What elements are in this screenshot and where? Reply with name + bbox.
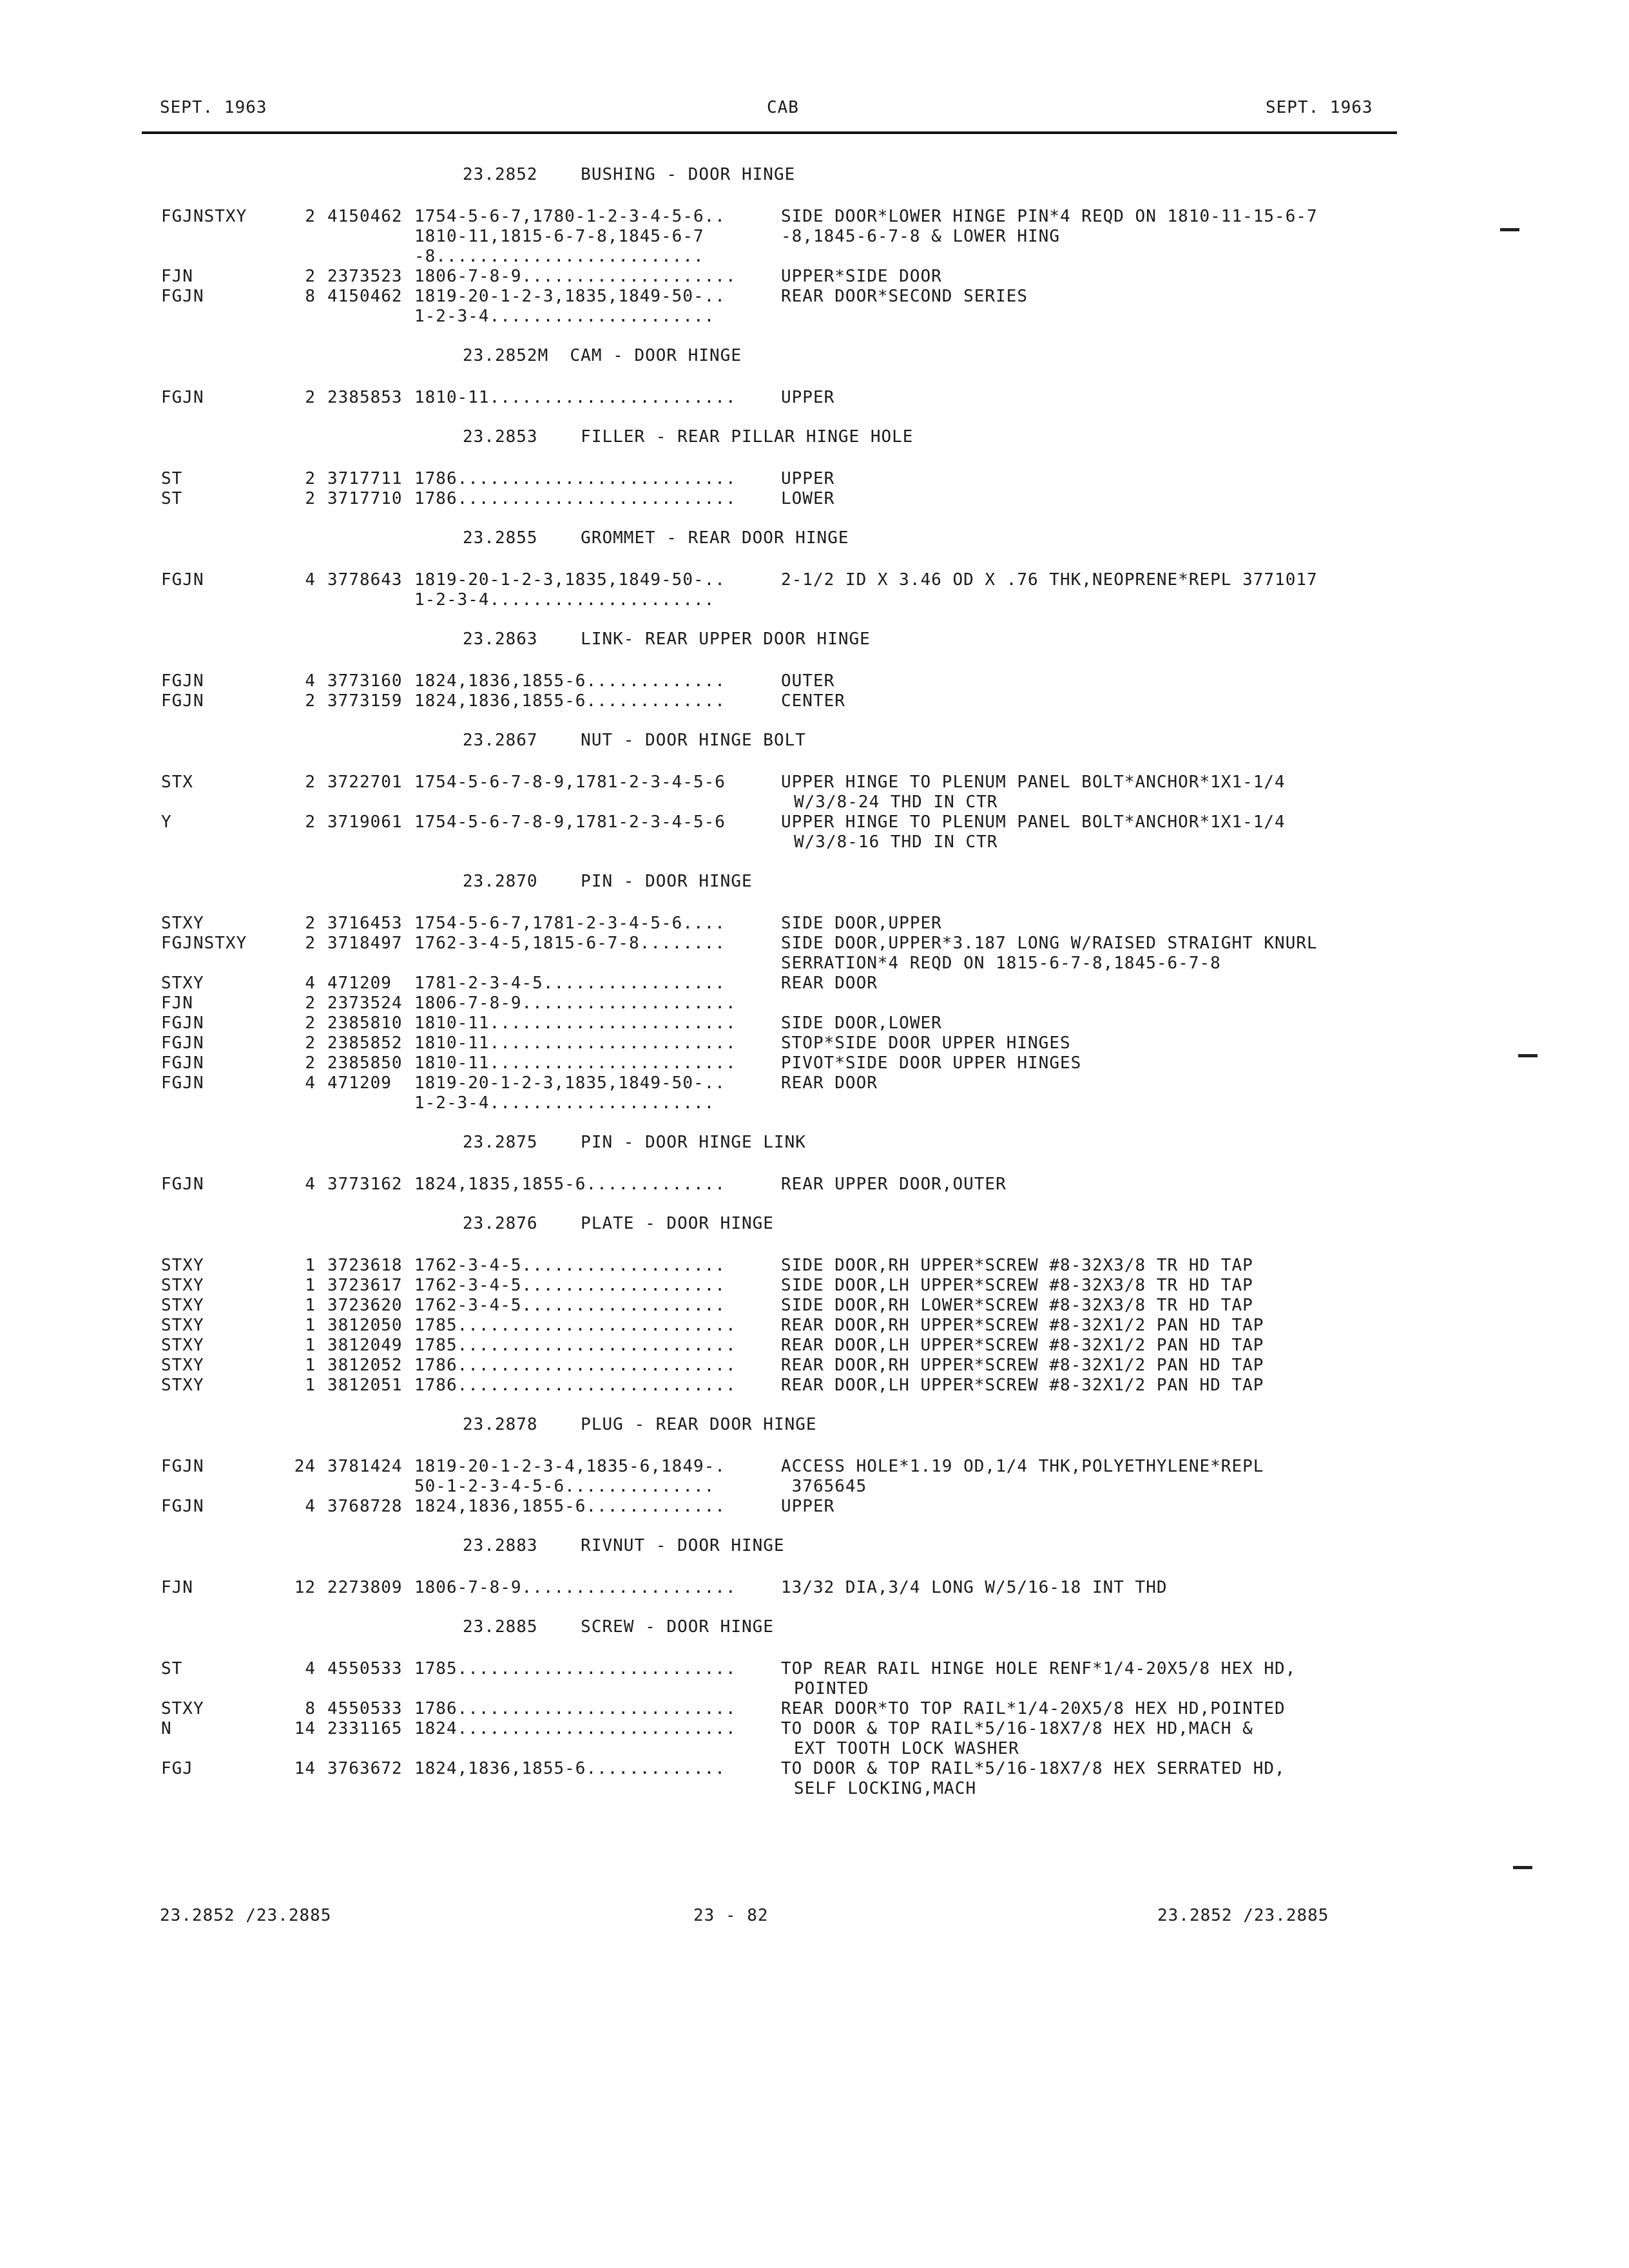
part-number: 3718497 <box>327 934 403 953</box>
model-years: 1810-11....................... <box>414 1014 737 1033</box>
quantity: 2 <box>305 691 316 711</box>
part-number: 3723617 <box>327 1276 403 1295</box>
quantity: 14 <box>294 1719 316 1738</box>
model-years: 1824,1836,1855-6............. <box>414 1497 726 1516</box>
part-row <box>0 1033 1629 1053</box>
model-code: STXY <box>161 1336 204 1355</box>
quantity: 4 <box>305 1073 316 1093</box>
section-title: 23.2853 FILLER - REAR PILLAR HINGE HOLE <box>463 427 914 447</box>
quantity: 1 <box>305 1256 316 1275</box>
part-description: SIDE DOOR*LOWER HINGE PIN*4 REQD ON 1810-11-15-6-7 <box>781 207 1318 226</box>
header-date-right: SEPT. 1963 <box>1266 98 1373 117</box>
part-number: 3773162 <box>327 1175 403 1194</box>
part-row <box>0 1336 1629 1356</box>
model-code: FJN <box>161 994 193 1013</box>
model-code: FGJN <box>161 1053 204 1073</box>
part-number: 3719061 <box>327 812 403 832</box>
part-number: 3717710 <box>327 489 403 508</box>
part-row <box>0 974 1629 994</box>
model-years: 1806-7-8-9.................... <box>414 1578 737 1597</box>
part-row <box>0 469 1629 489</box>
part-description: SIDE DOOR,RH UPPER*SCREW #8-32X3/8 TR HD TAP <box>781 1256 1253 1275</box>
part-row <box>0 1457 1629 1477</box>
part-row <box>0 247 1629 267</box>
model-code: FGJN <box>161 1073 204 1093</box>
model-code: STX <box>161 773 193 792</box>
model-code: STXY <box>161 1356 204 1375</box>
part-row <box>0 914 1629 934</box>
model-years: 1786.......................... <box>414 1376 737 1395</box>
part-row <box>0 1296 1629 1316</box>
part-row <box>0 207 1629 227</box>
model-years: 1810-11....................... <box>414 388 737 407</box>
section-title: 23.2885 SCREW - DOOR HINGE <box>463 1617 774 1637</box>
section-title: 23.2863 LINK- REAR UPPER DOOR HINGE <box>463 629 871 649</box>
part-description: REAR DOOR*TO TOP RAIL*1/4-20X5/8 HEX HD,POINTED <box>781 1699 1286 1718</box>
part-row <box>0 570 1629 590</box>
section-title: 23.2883 RIVNUT - DOOR HINGE <box>463 1536 785 1555</box>
part-number: 3716453 <box>327 914 403 933</box>
part-row <box>0 1659 1629 1679</box>
model-code: FGJN <box>161 1457 204 1476</box>
quantity: 1 <box>305 1356 316 1375</box>
model-code: STXY <box>161 1316 204 1335</box>
model-years: 1810-11....................... <box>414 1053 737 1073</box>
part-number: 3812052 <box>327 1356 403 1375</box>
part-description: -8,1845-6-7-8 & LOWER HING <box>781 227 1060 246</box>
quantity: 2 <box>305 1014 316 1033</box>
model-years: 1762-3-4-5................... <box>414 1276 726 1295</box>
part-row <box>0 934 1629 954</box>
part-description: W/3/8-24 THD IN CTR <box>794 793 998 812</box>
quantity: 2 <box>305 207 316 226</box>
part-description: LOWER <box>781 489 835 508</box>
quantity: 4 <box>305 1497 316 1516</box>
part-number: 2385810 <box>327 1014 403 1033</box>
part-description: REAR DOOR <box>781 1073 878 1093</box>
model-code: FJN <box>161 1578 193 1597</box>
model-code: Y <box>161 812 172 832</box>
model-years: 1819-20-1-2-3,1835,1849-50-.. <box>414 1073 726 1093</box>
part-number: 471209 <box>327 974 392 993</box>
model-years: 1-2-3-4..................... <box>414 1093 715 1113</box>
part-row <box>0 1699 1629 1719</box>
part-row <box>0 489 1629 509</box>
part-row <box>0 227 1629 247</box>
part-row <box>0 388 1629 408</box>
quantity: 12 <box>294 1578 316 1597</box>
model-years: 50-1-2-3-4-5-6.............. <box>414 1477 715 1496</box>
part-number: 3781424 <box>327 1457 403 1476</box>
part-description: UPPER <box>781 1497 835 1516</box>
part-row <box>0 1739 1629 1759</box>
model-years: 1819-20-1-2-3,1835,1849-50-.. <box>414 570 726 590</box>
quantity: 2 <box>305 914 316 933</box>
model-code: FGJN <box>161 570 204 590</box>
part-number: 2385852 <box>327 1033 403 1053</box>
quantity: 8 <box>305 287 316 306</box>
part-row <box>0 671 1629 691</box>
part-row <box>0 1477 1629 1497</box>
part-row <box>0 1719 1629 1739</box>
part-description: SIDE DOOR,UPPER <box>781 914 942 933</box>
model-code: FGJN <box>161 287 204 306</box>
part-description: REAR DOOR <box>781 974 878 993</box>
part-description: 2-1/2 ID X 3.46 OD X .76 THK,NEOPRENE*REPL 3771017 <box>781 570 1318 590</box>
model-years: 1781-2-3-4-5................. <box>414 974 726 993</box>
part-row <box>0 954 1629 974</box>
part-row <box>0 267 1629 287</box>
model-years: 1754-5-6-7,1780-1-2-3-4-5-6.. <box>414 207 726 226</box>
model-years: 1754-5-6-7-8-9,1781-2-3-4-5-6 <box>414 773 726 792</box>
part-row <box>0 1759 1629 1779</box>
quantity: 2 <box>305 934 316 953</box>
quantity: 4 <box>305 1659 316 1678</box>
footer-range-right: 23.2852 /23.2885 <box>1157 1906 1329 1925</box>
model-years: 1785.......................... <box>414 1659 737 1678</box>
part-description: REAR DOOR,LH UPPER*SCREW #8-32X1/2 PAN HD TAP <box>781 1336 1264 1355</box>
model-code: FGJNSTXY <box>161 207 247 226</box>
model-code: ST <box>161 489 183 508</box>
part-row <box>0 793 1629 812</box>
part-row <box>0 1578 1629 1598</box>
model-years: 1786.......................... <box>414 469 737 488</box>
model-code: ST <box>161 1659 183 1678</box>
section-title: 23.2855 GROMMET - REAR DOOR HINGE <box>463 528 849 548</box>
section-title: 23.2876 PLATE - DOOR HINGE <box>463 1214 774 1233</box>
part-number: 3812051 <box>327 1376 403 1395</box>
part-row <box>0 287 1629 307</box>
part-row <box>0 1053 1629 1073</box>
part-description: OUTER <box>781 671 835 691</box>
model-years: 1824.......................... <box>414 1719 737 1738</box>
part-row <box>0 307 1629 327</box>
part-description: UPPER <box>781 469 835 488</box>
part-row <box>0 1014 1629 1033</box>
quantity: 4 <box>305 570 316 590</box>
part-description: UPPER <box>781 388 835 407</box>
model-years: 1754-5-6-7,1781-2-3-4-5-6.... <box>414 914 726 933</box>
model-years: -8......................... <box>414 247 704 266</box>
model-code: FGJNSTXY <box>161 934 247 953</box>
part-number: 4550533 <box>327 1659 403 1678</box>
model-years: 1-2-3-4..................... <box>414 590 715 610</box>
quantity: 1 <box>305 1296 316 1315</box>
quantity: 2 <box>305 267 316 286</box>
model-years: 1806-7-8-9.................... <box>414 994 737 1013</box>
part-description: PIVOT*SIDE DOOR UPPER HINGES <box>781 1053 1082 1073</box>
quantity: 1 <box>305 1336 316 1355</box>
part-row <box>0 1256 1629 1276</box>
part-number: 4150462 <box>327 287 403 306</box>
model-years: 1762-3-4-5................... <box>414 1296 726 1315</box>
part-number: 3768728 <box>327 1497 403 1516</box>
part-description: REAR DOOR,RH UPPER*SCREW #8-32X1/2 PAN HD TAP <box>781 1356 1264 1375</box>
part-description: W/3/8-16 THD IN CTR <box>794 832 998 852</box>
part-number: 2331165 <box>327 1719 403 1738</box>
part-number: 3763672 <box>327 1759 403 1778</box>
section-title: 23.2852 BUSHING - DOOR HINGE <box>463 165 796 184</box>
part-row <box>0 1276 1629 1296</box>
model-code: STXY <box>161 1376 204 1395</box>
quantity: 2 <box>305 1033 316 1053</box>
footer-page-number: 23 - 82 <box>693 1906 769 1925</box>
header-rule <box>142 131 1397 134</box>
part-description: REAR DOOR,LH UPPER*SCREW #8-32X1/2 PAN HD TAP <box>781 1376 1264 1395</box>
model-years: 1819-20-1-2-3,1835,1849-50-.. <box>414 287 726 306</box>
model-code: STXY <box>161 1256 204 1275</box>
part-description: UPPER HINGE TO PLENUM PANEL BOLT*ANCHOR*1X1-1/4 <box>781 773 1286 792</box>
quantity: 2 <box>305 773 316 792</box>
part-row <box>0 1779 1629 1799</box>
part-number: 3723620 <box>327 1296 403 1315</box>
part-description: EXT TOOTH LOCK WASHER <box>794 1739 1019 1758</box>
quantity: 2 <box>305 812 316 832</box>
model-years: 1810-11,1815-6-7-8,1845-6-7 <box>414 227 704 246</box>
part-number: 3723618 <box>327 1256 403 1275</box>
quantity: 1 <box>305 1376 316 1395</box>
model-years: 1762-3-4-5,1815-6-7-8........ <box>414 934 726 953</box>
part-description: TO DOOR & TOP RAIL*5/16-18X7/8 HEX SERRATED HD, <box>781 1759 1286 1778</box>
part-row <box>0 832 1629 852</box>
model-years: 1810-11....................... <box>414 1033 737 1053</box>
part-number: 4150462 <box>327 207 403 226</box>
quantity: 4 <box>305 671 316 691</box>
quantity: 2 <box>305 388 316 407</box>
part-description: TOP REAR RAIL HINGE HOLE RENF*1/4-20X5/8 HEX HD, <box>781 1659 1296 1678</box>
model-code: N <box>161 1719 172 1738</box>
part-number: 3722701 <box>327 773 403 792</box>
part-number: 3773159 <box>327 691 403 711</box>
part-row <box>0 1679 1629 1699</box>
footer-range-left: 23.2852 /23.2885 <box>160 1906 332 1925</box>
model-code: FGJ <box>161 1759 193 1778</box>
part-row <box>0 1497 1629 1517</box>
part-row <box>0 1356 1629 1376</box>
model-years: 1824,1835,1855-6............. <box>414 1175 726 1194</box>
model-years: 1824,1836,1855-6............. <box>414 1759 726 1778</box>
part-description: 3765645 <box>781 1477 867 1496</box>
section-title: 23.2852M CAM - DOOR HINGE <box>463 346 742 365</box>
quantity: 2 <box>305 1053 316 1073</box>
model-years: 1786.......................... <box>414 489 737 508</box>
part-description: SIDE DOOR,UPPER*3.187 LONG W/RAISED STRAIGHT KNURL <box>781 934 1318 953</box>
quantity: 24 <box>294 1457 316 1476</box>
part-number: 3778643 <box>327 570 403 590</box>
part-number: 3812049 <box>327 1336 403 1355</box>
margin-mark <box>1518 1054 1537 1057</box>
part-row <box>0 1073 1629 1093</box>
quantity: 14 <box>294 1759 316 1778</box>
model-years: 1754-5-6-7-8-9,1781-2-3-4-5-6 <box>414 812 726 832</box>
part-description: POINTED <box>794 1679 869 1698</box>
model-years: 1785.......................... <box>414 1336 737 1355</box>
part-number: 4550533 <box>327 1699 403 1718</box>
part-number: 2385850 <box>327 1053 403 1073</box>
header-section-title: CAB <box>767 98 799 117</box>
quantity: 1 <box>305 1316 316 1335</box>
part-description: TO DOOR & TOP RAIL*5/16-18X7/8 HEX HD,MACH & <box>781 1719 1253 1738</box>
part-description: CENTER <box>781 691 845 711</box>
part-description: UPPER*SIDE DOOR <box>781 267 942 286</box>
model-code: FGJN <box>161 1497 204 1516</box>
section-title: 23.2875 PIN - DOOR HINGE LINK <box>463 1133 806 1152</box>
part-number: 2385853 <box>327 388 403 407</box>
part-description: REAR UPPER DOOR,OUTER <box>781 1175 1007 1194</box>
model-code: ST <box>161 469 183 488</box>
part-row <box>0 812 1629 832</box>
part-row <box>0 994 1629 1014</box>
model-code: FGJN <box>161 671 204 691</box>
part-row <box>0 590 1629 610</box>
part-row <box>0 691 1629 711</box>
model-years: 1819-20-1-2-3-4,1835-6,1849-. <box>414 1457 726 1476</box>
part-number: 471209 <box>327 1073 392 1093</box>
margin-mark <box>1500 228 1519 231</box>
model-code: FGJN <box>161 1033 204 1053</box>
model-years: 1785.......................... <box>414 1316 737 1335</box>
quantity: 1 <box>305 1276 316 1295</box>
part-description: ACCESS HOLE*1.19 OD,1/4 THK,POLYETHYLENE*REPL <box>781 1457 1264 1476</box>
quantity: 8 <box>305 1699 316 1718</box>
model-code: STXY <box>161 974 204 993</box>
model-code: STXY <box>161 1296 204 1315</box>
part-number: 2373523 <box>327 267 403 286</box>
part-row <box>0 1376 1629 1396</box>
part-description: REAR DOOR,RH UPPER*SCREW #8-32X1/2 PAN HD TAP <box>781 1316 1264 1335</box>
quantity: 4 <box>305 974 316 993</box>
quantity: 2 <box>305 469 316 488</box>
model-years: 1806-7-8-9.................... <box>414 267 737 286</box>
part-description: REAR DOOR*SECOND SERIES <box>781 287 1028 306</box>
part-description: SIDE DOOR,RH LOWER*SCREW #8-32X3/8 TR HD TAP <box>781 1296 1253 1315</box>
quantity: 2 <box>305 489 316 508</box>
part-number: 3812050 <box>327 1316 403 1335</box>
model-years: 1762-3-4-5................... <box>414 1256 726 1275</box>
quantity: 2 <box>305 994 316 1013</box>
model-code: FGJN <box>161 388 204 407</box>
margin-mark <box>1513 1866 1532 1869</box>
model-code: FGJN <box>161 1014 204 1033</box>
section-title: 23.2870 PIN - DOOR HINGE <box>463 872 753 891</box>
part-number: 2373524 <box>327 994 403 1013</box>
part-description: SELF LOCKING,MACH <box>794 1779 977 1798</box>
part-description: SIDE DOOR,LH UPPER*SCREW #8-32X3/8 TR HD TAP <box>781 1276 1253 1295</box>
section-title: 23.2867 NUT - DOOR HINGE BOLT <box>463 731 806 750</box>
part-row <box>0 773 1629 793</box>
model-code: FGJN <box>161 1175 204 1194</box>
model-code: STXY <box>161 914 204 933</box>
header-date-left: SEPT. 1963 <box>160 98 267 117</box>
model-years: 1786.......................... <box>414 1356 737 1375</box>
model-years: 1824,1836,1855-6............. <box>414 671 726 691</box>
part-description: UPPER HINGE TO PLENUM PANEL BOLT*ANCHOR*1X1-1/4 <box>781 812 1286 832</box>
part-number: 2273809 <box>327 1578 403 1597</box>
model-years: 1824,1836,1855-6............. <box>414 691 726 711</box>
model-code: STXY <box>161 1276 204 1295</box>
model-years: 1-2-3-4..................... <box>414 307 715 326</box>
part-number: 3773160 <box>327 671 403 691</box>
model-code: FJN <box>161 267 193 286</box>
part-number: 3717711 <box>327 469 403 488</box>
part-description: SIDE DOOR,LOWER <box>781 1014 942 1033</box>
part-description: SERRATION*4 REQD ON 1815-6-7-8,1845-6-7-8 <box>781 954 1221 973</box>
part-description: 13/32 DIA,3/4 LONG W/5/16-18 INT THD <box>781 1578 1168 1597</box>
part-row <box>0 1316 1629 1336</box>
section-title: 23.2878 PLUG - REAR DOOR HINGE <box>463 1415 817 1434</box>
part-row <box>0 1093 1629 1113</box>
model-code: STXY <box>161 1699 204 1718</box>
part-description: STOP*SIDE DOOR UPPER HINGES <box>781 1033 1071 1053</box>
part-row <box>0 1175 1629 1195</box>
quantity: 4 <box>305 1175 316 1194</box>
model-code: FGJN <box>161 691 204 711</box>
model-years: 1786.......................... <box>414 1699 737 1718</box>
